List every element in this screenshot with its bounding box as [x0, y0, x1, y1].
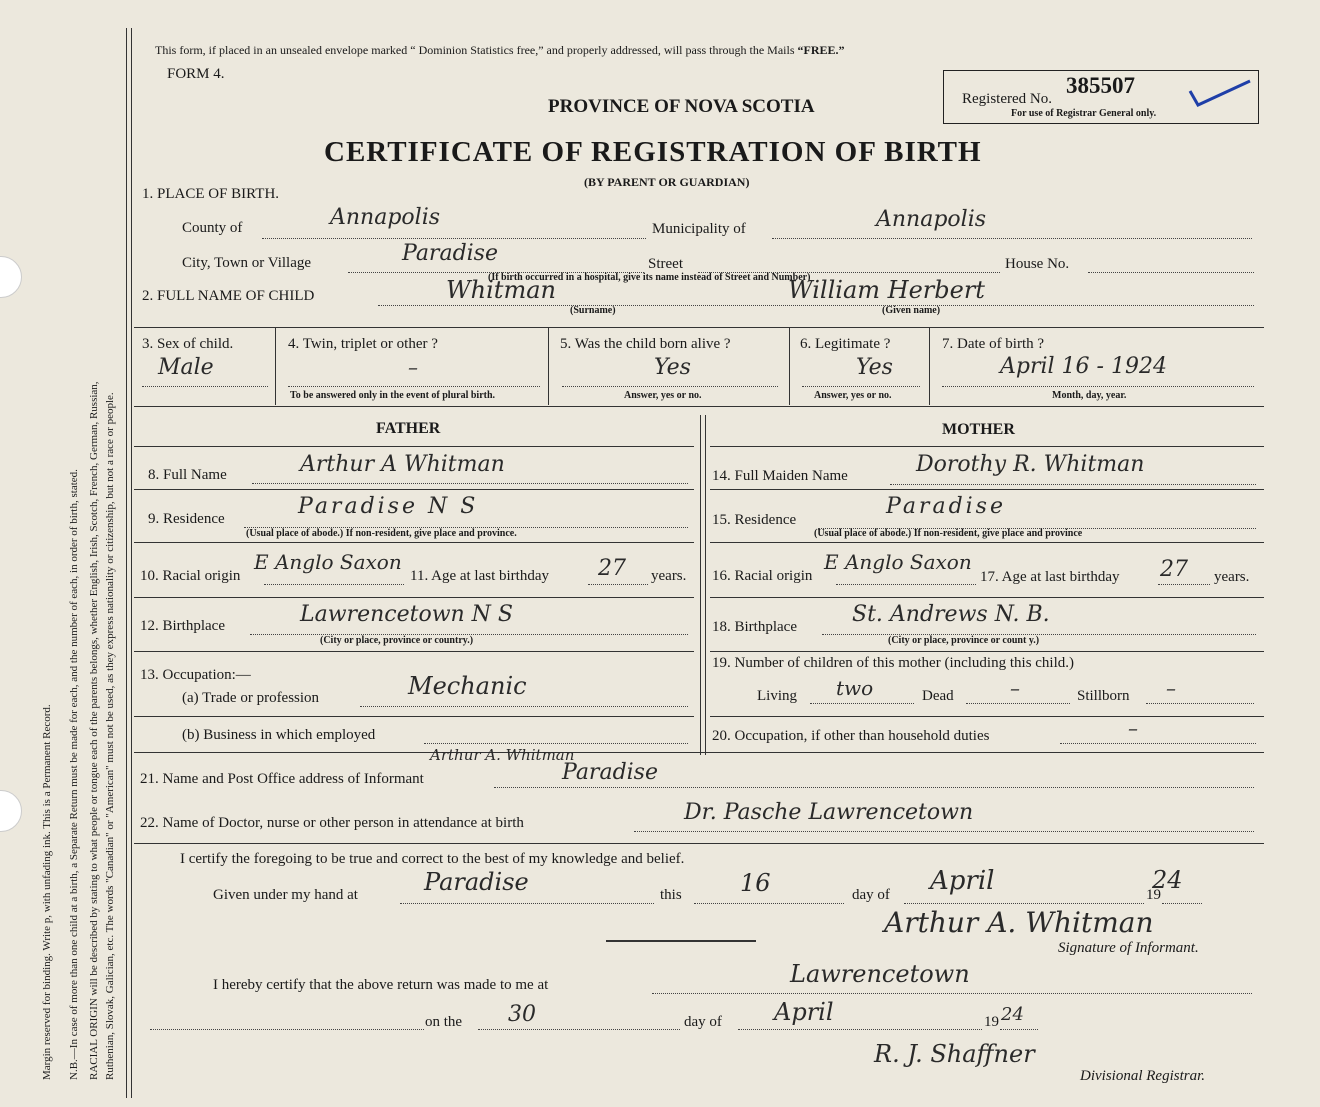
mother-occupation-value: –	[1128, 716, 1138, 740]
informant-name: Arthur A. Whitman	[430, 746, 575, 764]
registrar-use-note: For use of Registrar General only.	[1011, 108, 1157, 119]
certify-statement: I certify the foregoing to be true and correct to the best of my knowledge and belief.	[180, 851, 685, 867]
hospital-note: (If birth occurred in a hospital, give its name instead of Street and Number)	[488, 272, 811, 283]
dead-value: –	[1010, 676, 1020, 700]
mail-notice: This form, if placed in an unsealed envelope marked “ Dominion Statistics free,” and properly addressed, will pass through the Mails “FREE.”	[155, 43, 845, 57]
doctor-value: Dr. Pasche Lawrencetown	[684, 800, 974, 825]
place-heading: 1. PLACE OF BIRTH.	[142, 186, 280, 202]
father-occupation-label: 13. Occupation:—	[140, 667, 251, 683]
year-prefix: 19	[1146, 887, 1161, 903]
mother-name-label: 14. Full Maiden Name	[712, 468, 848, 484]
child-given-name: William Herbert	[788, 276, 985, 304]
day-of-label: day of	[852, 887, 890, 903]
trade-value: Mechanic	[408, 672, 527, 700]
house-label: House No.	[1005, 256, 1070, 272]
father-residence-note: (Usual place of abode.) If non-resident, give place and province.	[246, 528, 517, 539]
legitimate-value: Yes	[856, 355, 893, 380]
mother-residence-note: (Usual place of abode.) If non-resident, give place and province	[814, 528, 1083, 539]
legitimate-label: 6. Legitimate ?	[800, 336, 891, 352]
left-border	[126, 28, 127, 1098]
father-racial-label: 10. Racial origin	[140, 568, 241, 584]
father-name-label: 8. Full Name	[148, 467, 227, 483]
stillborn-label: Stillborn	[1077, 688, 1130, 704]
doctor-label: 22. Name of Doctor, nurse or other person in attendance at birth	[140, 815, 524, 831]
registrar-signature: R. J. Shaffner	[874, 1040, 1035, 1068]
mother-children-label: 19. Number of children of this mother (including this child.)	[712, 655, 1075, 671]
given-place: Paradise	[424, 868, 529, 896]
father-racial-value: E Anglo Saxon	[254, 550, 402, 574]
county-label: County of	[182, 220, 243, 236]
form-number: FORM 4.	[167, 66, 225, 82]
punch-hole-top	[0, 256, 22, 298]
alive-label: 5. Was the child born alive ?	[560, 336, 731, 352]
twin-label: 4. Twin, triplet or other ?	[288, 336, 438, 352]
mother-residence-label: 15. Residence	[712, 512, 797, 528]
left-border-inner	[131, 28, 132, 1098]
father-birthplace-label: 12. Birthplace	[140, 618, 225, 634]
municipality-label: Municipality of	[652, 221, 746, 237]
mother-name-value: Dorothy R. Whitman	[916, 452, 1145, 477]
mother-age-unit: years.	[1214, 569, 1250, 585]
trade-label: (a) Trade or profession	[182, 690, 320, 706]
mother-racial-value: E Anglo Saxon	[824, 550, 972, 574]
sex-label: 3. Sex of child.	[142, 336, 234, 352]
dob-label: 7. Date of birth ?	[942, 336, 1045, 352]
stillborn-value: –	[1166, 676, 1176, 700]
father-age-unit: years.	[651, 568, 687, 584]
father-birthplace-note: (City or place, province or country.)	[320, 635, 474, 646]
informant-label: 21. Name and Post Office address of Informant	[140, 771, 424, 787]
year-suffix: 24	[1152, 866, 1183, 894]
given-label: Given under my hand at	[213, 887, 358, 903]
sex-value: Male	[158, 355, 214, 380]
surname-caption: (Surname)	[570, 305, 616, 316]
signature-caption: Signature of Informant.	[1058, 940, 1199, 956]
county-value: Annapolis	[330, 205, 441, 230]
father-heading: FATHER	[376, 420, 441, 437]
reg-year-suffix: 24	[1001, 1004, 1024, 1025]
business-label: (b) Business in which employed	[182, 727, 376, 743]
mother-birthplace-label: 18. Birthplace	[712, 619, 797, 635]
municipality-value: Annapolis	[876, 207, 987, 232]
mother-occupation-label: 20. Occupation, if other than household duties	[712, 728, 990, 744]
father-residence-value: Paradise N S	[298, 494, 479, 519]
twin-value: –	[408, 355, 418, 379]
reg-day: 30	[508, 1002, 536, 1027]
nb-note-3: Ruthenian, Slovak, Galician, etc. The words "Canadian" or "American" must not be used, as they express nationality or citizenship, but not a race or people.	[104, 392, 116, 1080]
on-the-label: on the	[425, 1014, 463, 1030]
alive-value: Yes	[654, 355, 691, 380]
mother-birthplace-value: St. Andrews N. B.	[852, 602, 1050, 627]
city-label: City, Town or Village	[182, 255, 312, 271]
reg-year-prefix: 19	[984, 1014, 999, 1030]
nb-note-2: RACIAL ORIGIN will be described by stating to what people or tongue each of the parents belongs, whether English, Irish, Scotch, French, German, Russian,	[88, 381, 100, 1080]
child-surname: Whitman	[446, 276, 556, 304]
father-birthplace-value: Lawrencetown N S	[300, 602, 513, 627]
certificate-title: CERTIFICATE OF REGISTRATION OF BIRTH	[324, 136, 982, 168]
mother-age-label: 17. Age at last birthday	[980, 569, 1120, 585]
registrar-place: Lawrencetown	[790, 960, 970, 988]
mother-racial-label: 16. Racial origin	[712, 568, 813, 584]
city-value: Paradise	[402, 241, 498, 266]
punch-hole-bottom	[0, 790, 22, 832]
reg-month: April	[774, 998, 834, 1026]
dob-note: Month, day, year.	[1052, 390, 1127, 401]
twin-note: To be answered only in the event of plural birth.	[290, 390, 496, 401]
given-month: April	[930, 866, 995, 896]
dead-label: Dead	[922, 688, 954, 704]
father-age-label: 11. Age at last birthday	[410, 568, 549, 584]
living-value: two	[836, 676, 874, 700]
margin-note: Margin reserved for binding. Write p, with unfading ink. This is a Permanent Record.	[41, 704, 53, 1080]
informant-address: Paradise	[562, 760, 658, 785]
mother-heading: MOTHER	[942, 421, 1015, 438]
this-label: this	[660, 887, 682, 903]
living-label: Living	[757, 688, 797, 704]
legitimate-note: Answer, yes or no.	[814, 390, 892, 401]
father-age-value: 27	[598, 556, 626, 581]
registered-number: 385507	[1066, 73, 1135, 98]
dob-value: April 16 - 1924	[1000, 354, 1167, 379]
street-label: Street	[648, 256, 683, 272]
child-name-label: 2. FULL NAME OF CHILD	[142, 288, 315, 304]
father-residence-label: 9. Residence	[148, 511, 225, 527]
alive-note: Answer, yes or no.	[624, 390, 702, 401]
mother-birthplace-note: (City or place, province or count y.)	[888, 635, 1040, 646]
province-heading: PROVINCE OF NOVA SCOTIA	[548, 96, 815, 117]
hereby-label: I hereby certify that the above return was made to me at	[213, 977, 549, 993]
informant-signature: Arthur A. Whitman	[884, 906, 1154, 939]
reg-day-of-label: day of	[684, 1014, 722, 1030]
registrar-caption: Divisional Registrar.	[1080, 1068, 1206, 1084]
check-mark-icon	[1184, 77, 1254, 107]
given-caption: (Given name)	[882, 305, 941, 316]
registered-label: Registered No.	[962, 91, 1052, 107]
father-name-value: Arthur A Whitman	[300, 452, 505, 477]
this-day: 16	[740, 869, 771, 897]
mother-residence-value: Paradise	[886, 494, 1006, 519]
certificate-subtitle: (BY PARENT OR GUARDIAN)	[584, 175, 750, 189]
mother-age-value: 27	[1160, 557, 1188, 582]
nb-note-1: N.B.—In case of more than one child at a birth, a Separate Return must be made for each, and the number of each, in order of birth, stated.	[68, 469, 80, 1080]
registered-box	[943, 70, 1259, 124]
